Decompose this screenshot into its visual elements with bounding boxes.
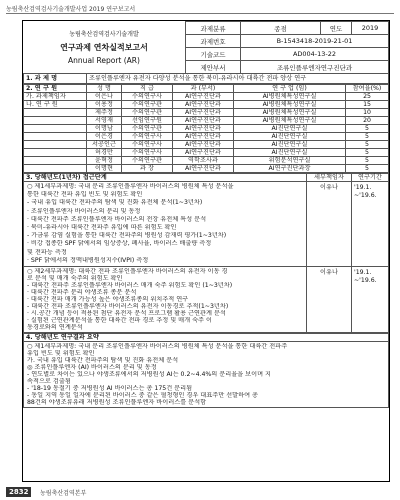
researcher-cell: 5 bbox=[346, 157, 389, 165]
researcher-cell: 수의연구관 bbox=[122, 109, 173, 117]
researcher-cell: 수의연구사 bbox=[122, 149, 173, 157]
researcher-cell: 25 bbox=[346, 93, 389, 101]
page-footer bbox=[0, 484, 400, 500]
researcher-cell bbox=[24, 149, 87, 157]
meta-key: 과제번호 bbox=[186, 35, 241, 48]
meta-table-block bbox=[185, 21, 389, 73]
researcher-cell: 5 bbox=[346, 125, 389, 133]
column-header: 성 명 bbox=[87, 85, 122, 93]
plan-period bbox=[352, 267, 389, 333]
section-label: 3. 당해년도(1년차) 접근단계 bbox=[24, 174, 307, 182]
researcher-cell: 나. 연 구 원 bbox=[24, 101, 87, 109]
researcher-cell: 이용정 bbox=[87, 101, 122, 109]
researcher-cell: 10 bbox=[346, 109, 389, 117]
text-line: ○ 제1세부과제명: 국내 분리 조류인플루엔자 바이러스의 병원체 특성 분석을 bbox=[27, 183, 234, 190]
researcher-cell: 가. 과제책임자 bbox=[24, 93, 87, 101]
researcher-cell: AI병원체특성연구실 bbox=[234, 93, 346, 101]
meta-key: 기술코드 bbox=[186, 48, 241, 61]
researcher-cell: 이은나 bbox=[87, 93, 122, 101]
researcher-cell: 서영재 bbox=[87, 117, 122, 125]
plan-period bbox=[352, 182, 389, 267]
meta-value: 2019 bbox=[352, 22, 389, 35]
column-header: 직 급 bbox=[122, 85, 173, 93]
researcher-rows bbox=[24, 93, 389, 173]
text-line: · 시.공간 개념 등이 적용된 첨단 유전자 분석 프로그램 활용 근연관계 분석 bbox=[27, 310, 226, 318]
researcher-cell: 수의연구관 bbox=[122, 157, 173, 165]
researcher-cell: 수의연구사 bbox=[122, 141, 173, 149]
researcher-row bbox=[24, 133, 389, 141]
project-name: 조류인플루엔자 유전자 다양성 분석을 통한 북미-유라시아 대륙간 전파 양상 연구 bbox=[87, 74, 389, 84]
text-line: 유입 빈도 및 위험도 확인 bbox=[27, 350, 95, 358]
researcher-cell bbox=[24, 141, 87, 149]
researcher-cell: 서공인근 bbox=[87, 141, 122, 149]
text-line: - 대륙간 전파주 조류인플루엔자 바이러스 매개 숙주 위험도 확인 (1~3년차) bbox=[27, 282, 233, 290]
meta-value: AD004-13-22 bbox=[241, 48, 389, 61]
meta-key: 과제분류 bbox=[186, 22, 241, 35]
section-label: 2. 연 구 원 bbox=[24, 85, 87, 93]
researcher-cell: AI병원체특성연구실 bbox=[234, 117, 346, 125]
researcher-row bbox=[24, 157, 389, 165]
plan-table bbox=[23, 173, 389, 333]
footer-text: 농림축산검역본부 bbox=[40, 490, 87, 497]
researcher-cell bbox=[24, 117, 87, 125]
researcher-cell: 5 bbox=[346, 165, 389, 173]
plan-block-2 bbox=[24, 267, 307, 333]
text-line: 및 전파능 측정 bbox=[27, 248, 67, 256]
researcher-cell: AI진단연구실 bbox=[234, 149, 346, 157]
period-start: '19.1. bbox=[354, 184, 372, 191]
researcher-cell: 선임연구원 bbox=[122, 117, 173, 125]
agency-name: 농림축산검역검사기술개발 bbox=[69, 31, 139, 38]
researcher-cell: 이명현 bbox=[87, 165, 122, 173]
researcher-cell: 수의연구관 bbox=[122, 101, 173, 109]
text-line: - 국내 유입 대륙간 전파주의 탐색 및 진화 유전체 분석(1~3년차) bbox=[27, 199, 203, 207]
researcher-cell: AI연구진단과 bbox=[173, 125, 234, 133]
researcher-cell: AI병원체특성연구실 bbox=[234, 101, 346, 109]
text-line: - 동일 지역 동일 일자에 분리된 바이러스 중 같은 혈청형인 경우 대표주만 선발하여 총 bbox=[27, 392, 259, 400]
researcher-row bbox=[24, 165, 389, 173]
researcher-cell: 수의연구사 bbox=[122, 93, 173, 101]
researcher-cell: 윤혁정 bbox=[87, 157, 122, 165]
text-line: · 대륙간 전파 매개 가능성 높은 야생조류종의 위치추적 연구 bbox=[27, 296, 189, 304]
researcher-cell: AI연구진단과 bbox=[173, 101, 234, 109]
column-header: 연구기간 bbox=[352, 174, 389, 182]
researcher-cell: 20 bbox=[346, 117, 389, 125]
researcher-cell: AI연구진단과장 bbox=[234, 165, 346, 173]
researcher-row bbox=[24, 109, 389, 117]
plan-block-1 bbox=[24, 182, 307, 267]
text-line: ○ 제1세부과제명: 국내 분리 조류인플루엔자 바이러스의 병원체 특성 분석을 통한 대륙간 전파주 bbox=[27, 343, 288, 351]
plan-person: 이유나 bbox=[307, 267, 352, 333]
meta-value: 종점 bbox=[241, 22, 321, 35]
project-name-table bbox=[23, 73, 389, 84]
researcher-row bbox=[24, 149, 389, 157]
text-line: · 대륙간 전파주 조류인플루엔자 바이러스의 전장 유전체 특성 분석 bbox=[27, 215, 207, 223]
text-line: 속적으로 검출됨 bbox=[27, 378, 71, 386]
researcher-cell: AI진단연구실 bbox=[234, 141, 346, 149]
period-end: ~'19.6. bbox=[354, 277, 377, 285]
researcher-cell: 수의연구사 bbox=[122, 133, 173, 141]
researcher-row bbox=[24, 117, 389, 125]
report-header bbox=[23, 21, 389, 73]
researcher-cell: 5 bbox=[346, 141, 389, 149]
text-line: - '18-19 동절기 중 저병원성 AI 바이러스는 총 175건 분리됨 bbox=[27, 385, 193, 393]
researcher-cell: 이은경 bbox=[87, 133, 122, 141]
researcher-cell: 5 bbox=[346, 133, 389, 141]
report-title-block bbox=[23, 21, 186, 73]
researcher-cell bbox=[24, 157, 87, 165]
researcher-cell: AI연구진단과 bbox=[173, 93, 234, 101]
report-frame bbox=[22, 20, 390, 482]
researcher-cell: AI진단연구실 bbox=[234, 133, 346, 141]
column-header: 연 구 업 (임) bbox=[234, 85, 346, 93]
column-header: 참여율(%) bbox=[346, 85, 389, 93]
text-line: ○ 제2세부과제명: 대륙간 전파 조류인플루엔자 바이러스의 유전자 이동 경 bbox=[27, 268, 228, 276]
text-line: 동경로와의 연계분석 bbox=[27, 324, 83, 332]
researcher-row bbox=[24, 101, 389, 109]
running-header bbox=[0, 0, 400, 16]
running-header-text: 농림축산검역검사기술개발사업 2019 연구보고서 bbox=[6, 6, 136, 13]
researcher-cell bbox=[24, 109, 87, 117]
period-start: '19.1. bbox=[354, 269, 372, 277]
researcher-cell: 15 bbox=[346, 101, 389, 109]
text-line: · 비강 접종한 SPF 닭에서의 임상증상, 폐사율, 바이러스 배출량 측정 bbox=[27, 240, 212, 248]
researcher-cell: 5 bbox=[346, 149, 389, 157]
researcher-cell: 과 장 bbox=[122, 165, 173, 173]
researcher-cell: AI연구진단과 bbox=[173, 133, 234, 141]
researcher-cell: AI병원체특성연구실 bbox=[234, 109, 346, 117]
section-label: 4. 당해년도 연구결과 요약 bbox=[24, 334, 389, 342]
main-content bbox=[23, 73, 389, 408]
report-title-en: Annual Report (AR) bbox=[68, 56, 140, 65]
researcher-cell: AI연구진단과 bbox=[173, 165, 234, 173]
section-label: 1. 과 제 명 bbox=[24, 74, 87, 84]
result-summary bbox=[24, 342, 389, 408]
text-line: · 실험된 근연관계분석을 통한 대륙간 전파 경로 추정 및 매개 숙주 이 bbox=[27, 317, 212, 325]
plan-person: 이유나 bbox=[307, 182, 352, 267]
text-line: - 가금류 감염 실험을 통한 대륙간 전파주의 병원성 감재력 평가(1~3년차) bbox=[27, 232, 227, 240]
researcher-cell: AI연구진단과 bbox=[173, 141, 234, 149]
text-line: · SPF 닭에서의 정맥내병원성지수(IVPI) 측정 bbox=[27, 256, 149, 264]
researcher-cell: AI연구진단과 bbox=[173, 117, 234, 125]
meta-value: B-1543418-2019-21-01 bbox=[241, 35, 389, 48]
column-header: 세부책임자 bbox=[307, 174, 352, 182]
text-line: ◎ 조류인플루엔자 (AI) 바이러스의 분리 및 동정 bbox=[27, 364, 157, 372]
researcher-cell bbox=[24, 133, 87, 141]
researcher-row bbox=[24, 141, 389, 149]
researcher-row bbox=[24, 125, 389, 133]
text-line: · 조류인플루엔자 바이러스의 분리 및 동정 bbox=[27, 207, 141, 215]
text-line: · 대륙간 전파주 분리 야생조류 종분 분석 bbox=[27, 289, 137, 297]
header-rule bbox=[6, 13, 394, 14]
researcher-table bbox=[23, 84, 389, 173]
meta-value: 조류인플루엔자연구진단과 bbox=[241, 61, 389, 74]
text-line: 88건의 야생조류유래 저병원성 조류인플루엔자 바이러스를 분석함 bbox=[27, 399, 207, 407]
report-title-ko: 연구과제 연차실적보고서 bbox=[60, 43, 148, 52]
researcher-cell bbox=[24, 125, 87, 133]
meta-key: 제안부서 bbox=[186, 61, 241, 74]
result-table bbox=[23, 333, 389, 408]
researcher-cell: AI진단연구실 bbox=[234, 125, 346, 133]
text-line: 통한 대륙간 전파 유입 빈도 및 위험도 확인 bbox=[27, 191, 143, 199]
researcher-cell: AI연구진단과 bbox=[173, 109, 234, 117]
researcher-cell bbox=[24, 165, 87, 173]
text-line: - 대륙간 전파 조류인플루엔자 바이러스의 유전자 이동경로 추적(1~3년차) bbox=[27, 303, 229, 311]
researcher-cell: 이명남 bbox=[87, 125, 122, 133]
text-line: · 북미-유라시아 대륙간 전파주 유입에 따른 위험도 확인 bbox=[27, 224, 177, 232]
researcher-cell: 수의연구관 bbox=[122, 125, 173, 133]
meta-table bbox=[185, 21, 389, 74]
text-line: - 연도별로 차이는 있으나 야생조류에서의 저병원성 AI는 0.2~4.4%의 분리율을 보이며 지 bbox=[27, 371, 271, 379]
page-number: 2832 bbox=[6, 487, 31, 497]
researcher-cell: 허경만 bbox=[87, 149, 122, 157]
text-line: 로 분석 및 매개 숙주의 위험도 확인 bbox=[27, 275, 123, 283]
researcher-cell: 역학조사과 bbox=[173, 157, 234, 165]
column-header: 과 (부서) bbox=[173, 85, 234, 93]
period-end: ~'19.6. bbox=[354, 192, 377, 199]
researcher-cell: 위험분석연구실 bbox=[234, 157, 346, 165]
meta-key: 연도 bbox=[321, 22, 352, 35]
researcher-cell: 제주정 bbox=[87, 109, 122, 117]
researcher-cell: AI연구진단과 bbox=[173, 149, 234, 157]
researcher-row bbox=[24, 93, 389, 101]
text-line: 가. 국내 유입 대륙간 전파주의 탐색 및 진화 유전체 분석 bbox=[27, 357, 179, 365]
